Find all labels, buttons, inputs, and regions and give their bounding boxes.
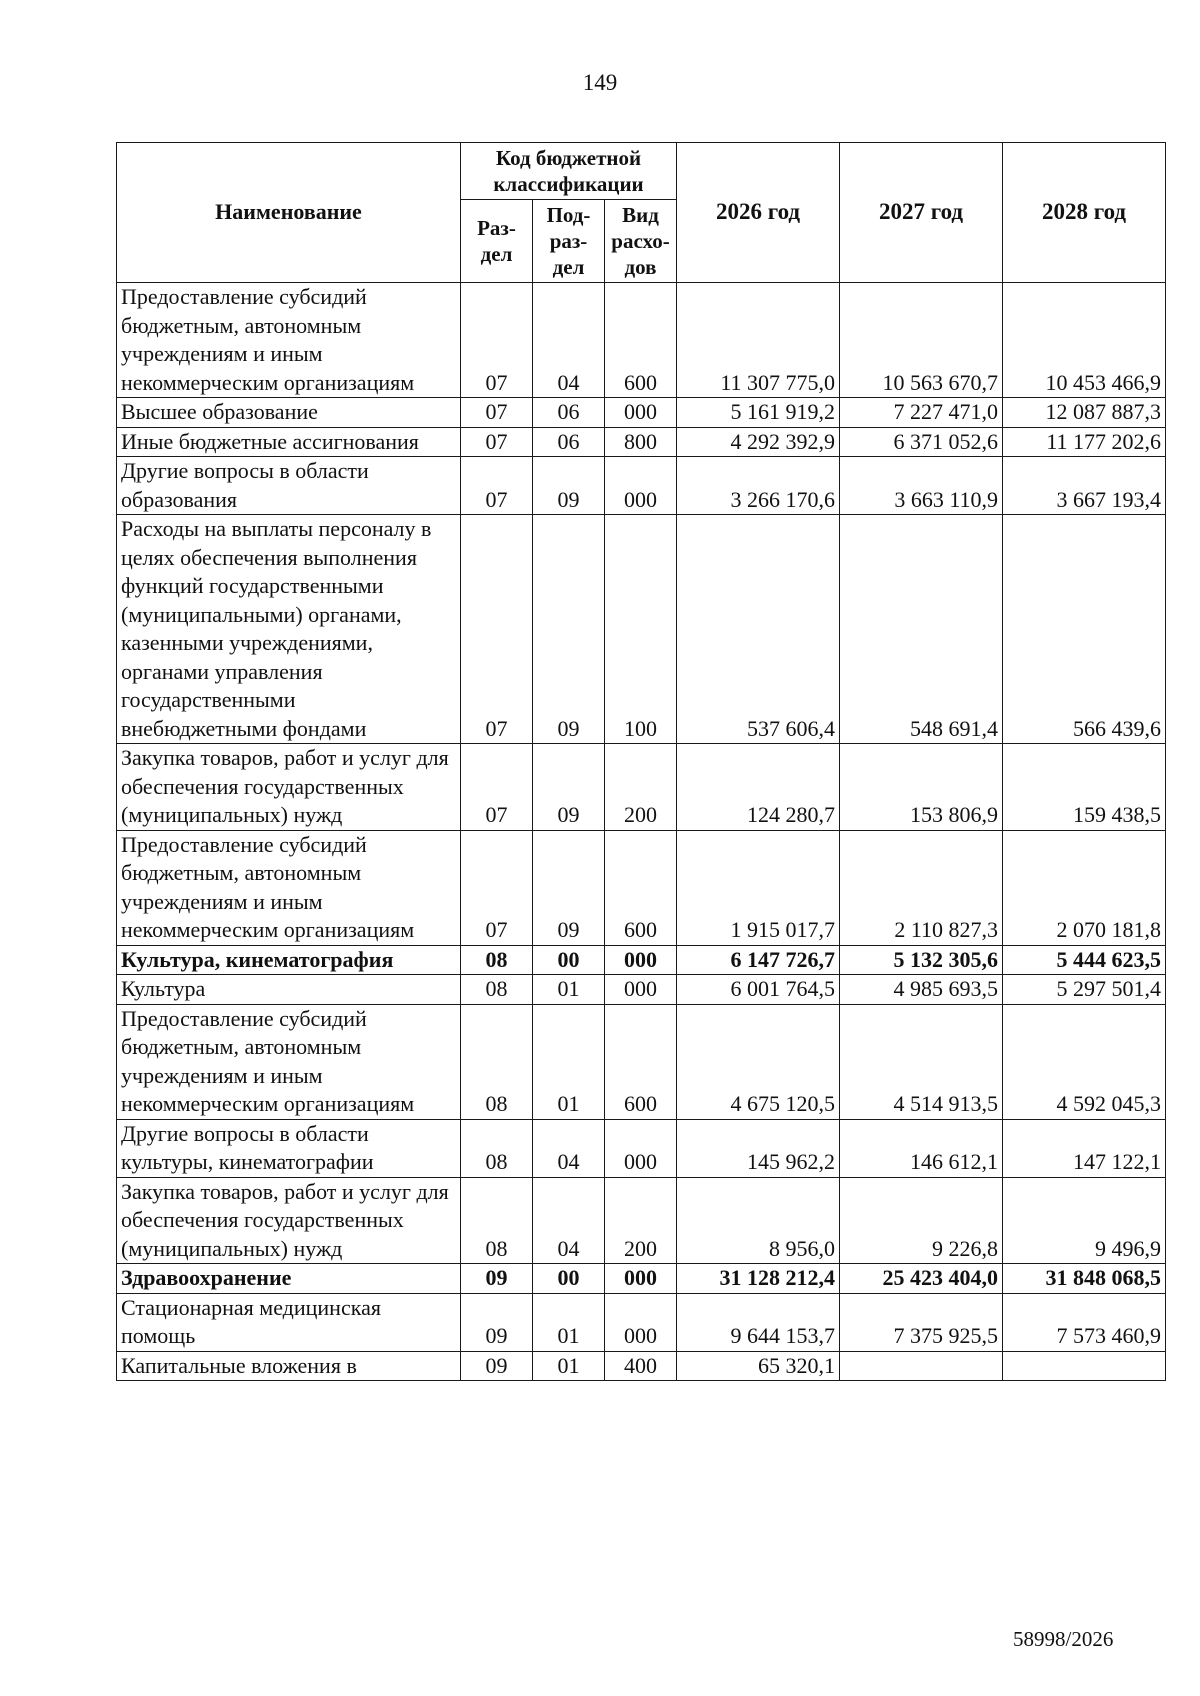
table-row [117, 398, 1166, 428]
row-name: Иные бюджетные ассигнования [117, 427, 461, 457]
row-section: 07 [461, 457, 533, 515]
row-value-2027: 7 227 471,0 [840, 398, 1003, 428]
row-value-2026: 65 320,1 [677, 1351, 840, 1381]
row-value-2028: 7 573 460,9 [1003, 1293, 1166, 1351]
row-name: Другие вопросы в области образования [117, 457, 461, 515]
row-value-2027: 146 612,1 [840, 1119, 1003, 1177]
row-value-2028: 31 848 068,5 [1003, 1264, 1166, 1294]
row-expense-type: 400 [605, 1351, 677, 1381]
row-expense-type: 000 [605, 1119, 677, 1177]
row-name: Предоставление субсидий бюджетным, автономным учреждениям и иным некоммерческим организациям [117, 830, 461, 945]
row-section: 07 [461, 398, 533, 428]
row-name: Высшее образование [117, 398, 461, 428]
row-expense-type: 200 [605, 744, 677, 831]
table-row [117, 1351, 1166, 1381]
row-subsection: 00 [533, 1264, 605, 1294]
row-value-2027: 548 691,4 [840, 515, 1003, 744]
table-row [117, 975, 1166, 1005]
row-name: Закупка товаров, работ и услуг для обеспечения государственных (муниципальных) нужд [117, 1177, 461, 1264]
row-section: 08 [461, 945, 533, 975]
row-value-2026: 4 675 120,5 [677, 1004, 840, 1119]
table-row [117, 945, 1166, 975]
row-subsection: 04 [533, 283, 605, 398]
row-value-2027: 9 226,8 [840, 1177, 1003, 1264]
table-row [117, 830, 1166, 945]
row-section: 09 [461, 1293, 533, 1351]
row-value-2027: 7 375 925,5 [840, 1293, 1003, 1351]
row-name: Культура, кинематография [117, 945, 461, 975]
row-name: Капитальные вложения в [117, 1351, 461, 1381]
row-subsection: 09 [533, 457, 605, 515]
row-subsection: 04 [533, 1119, 605, 1177]
row-value-2028: 566 439,6 [1003, 515, 1166, 744]
row-expense-type: 200 [605, 1177, 677, 1264]
row-value-2028: 159 438,5 [1003, 744, 1166, 831]
row-value-2026: 9 644 153,7 [677, 1293, 840, 1351]
row-value-2026: 6 147 726,7 [677, 945, 840, 975]
row-value-2027: 3 663 110,9 [840, 457, 1003, 515]
row-value-2028: 147 122,1 [1003, 1119, 1166, 1177]
row-section: 07 [461, 427, 533, 457]
row-value-2026: 6 001 764,5 [677, 975, 840, 1005]
row-expense-type: 000 [605, 398, 677, 428]
row-value-2026: 8 956,0 [677, 1177, 840, 1264]
budget-table [116, 142, 1166, 1381]
row-value-2028: 11 177 202,6 [1003, 427, 1166, 457]
row-expense-type: 000 [605, 975, 677, 1005]
row-subsection: 09 [533, 515, 605, 744]
row-name: Здравоохранение [117, 1264, 461, 1294]
row-value-2028: 9 496,9 [1003, 1177, 1166, 1264]
row-value-2027: 4 985 693,5 [840, 975, 1003, 1005]
row-section: 08 [461, 975, 533, 1005]
header-year-2027: 2027 год [840, 143, 1003, 283]
row-value-2027: 5 132 305,6 [840, 945, 1003, 975]
table-row [117, 1004, 1166, 1119]
table-row [117, 744, 1166, 831]
row-subsection: 06 [533, 427, 605, 457]
page-number: 149 [582, 70, 618, 95]
row-subsection: 01 [533, 975, 605, 1005]
row-value-2026: 4 292 392,9 [677, 427, 840, 457]
row-section: 07 [461, 744, 533, 831]
row-value-2027: 153 806,9 [840, 744, 1003, 831]
row-expense-type: 100 [605, 515, 677, 744]
row-section: 09 [461, 1351, 533, 1381]
row-value-2026: 124 280,7 [677, 744, 840, 831]
row-value-2028: 5 297 501,4 [1003, 975, 1166, 1005]
row-subsection: 04 [533, 1177, 605, 1264]
table-body [117, 283, 1166, 1381]
row-name: Предоставление субсидий бюджетным, автономным учреждениям и иным некоммерческим организациям [117, 283, 461, 398]
row-value-2028: 4 592 045,3 [1003, 1004, 1166, 1119]
row-section: 07 [461, 515, 533, 744]
row-name: Культура [117, 975, 461, 1005]
row-value-2028 [1003, 1351, 1166, 1381]
header-row [117, 143, 1166, 200]
row-name: Закупка товаров, работ и услуг для обеспечения государственных (муниципальных) нужд [117, 744, 461, 831]
header-expense-type: Вид расхо-дов [605, 200, 677, 283]
table-row [117, 1264, 1166, 1294]
row-expense-type: 600 [605, 830, 677, 945]
row-section: 08 [461, 1004, 533, 1119]
row-value-2026: 537 606,4 [677, 515, 840, 744]
row-name: Предоставление субсидий бюджетным, автономным учреждениям и иным некоммерческим организациям [117, 1004, 461, 1119]
row-expense-type: 000 [605, 945, 677, 975]
header-subsection: Под-раз-дел [533, 200, 605, 283]
row-name: Другие вопросы в области культуры, кинематографии [117, 1119, 461, 1177]
row-value-2027: 6 371 052,6 [840, 427, 1003, 457]
table-row [117, 1293, 1166, 1351]
row-value-2027: 4 514 913,5 [840, 1004, 1003, 1119]
row-name: Расходы на выплаты персоналу в целях обеспечения выполнения функций государственными (муниципальными) органами, казенными учреждениями, органами управления государственными внебюджетными фондами [117, 515, 461, 744]
row-value-2028: 10 453 466,9 [1003, 283, 1166, 398]
row-section: 07 [461, 283, 533, 398]
table-row [117, 1119, 1166, 1177]
row-value-2028: 3 667 193,4 [1003, 457, 1166, 515]
row-value-2027: 25 423 404,0 [840, 1264, 1003, 1294]
header-year-2028: 2028 год [1003, 143, 1166, 283]
table-row [117, 427, 1166, 457]
table-row [117, 457, 1166, 515]
row-expense-type: 000 [605, 1264, 677, 1294]
row-value-2027: 2 110 827,3 [840, 830, 1003, 945]
row-section: 08 [461, 1119, 533, 1177]
row-subsection: 01 [533, 1293, 605, 1351]
row-subsection: 01 [533, 1004, 605, 1119]
table-row [117, 283, 1166, 398]
row-value-2027 [840, 1351, 1003, 1381]
row-value-2027: 10 563 670,7 [840, 283, 1003, 398]
table-row [117, 1177, 1166, 1264]
row-name: Стационарная медицинская помощь [117, 1293, 461, 1351]
row-value-2026: 145 962,2 [677, 1119, 840, 1177]
document-number: 58998/2026 [1013, 1627, 1114, 1651]
header-name: Наименование [117, 143, 461, 283]
header-year-2026: 2026 год [677, 143, 840, 283]
row-subsection: 09 [533, 744, 605, 831]
row-expense-type: 000 [605, 457, 677, 515]
row-subsection: 01 [533, 1351, 605, 1381]
row-section: 09 [461, 1264, 533, 1294]
row-section: 08 [461, 1177, 533, 1264]
row-value-2028: 2 070 181,8 [1003, 830, 1166, 945]
row-value-2026: 3 266 170,6 [677, 457, 840, 515]
row-expense-type: 600 [605, 283, 677, 398]
row-value-2026: 1 915 017,7 [677, 830, 840, 945]
row-subsection: 09 [533, 830, 605, 945]
row-value-2028: 5 444 623,5 [1003, 945, 1166, 975]
table-row [117, 515, 1166, 744]
row-subsection: 00 [533, 945, 605, 975]
row-value-2026: 5 161 919,2 [677, 398, 840, 428]
header-code-group: Код бюджетной классификации [461, 143, 677, 200]
header-section: Раз-дел [461, 200, 533, 283]
row-value-2026: 31 128 212,4 [677, 1264, 840, 1294]
row-expense-type: 000 [605, 1293, 677, 1351]
row-expense-type: 600 [605, 1004, 677, 1119]
row-expense-type: 800 [605, 427, 677, 457]
row-subsection: 06 [533, 398, 605, 428]
row-value-2028: 12 087 887,3 [1003, 398, 1166, 428]
row-value-2026: 11 307 775,0 [677, 283, 840, 398]
row-section: 07 [461, 830, 533, 945]
